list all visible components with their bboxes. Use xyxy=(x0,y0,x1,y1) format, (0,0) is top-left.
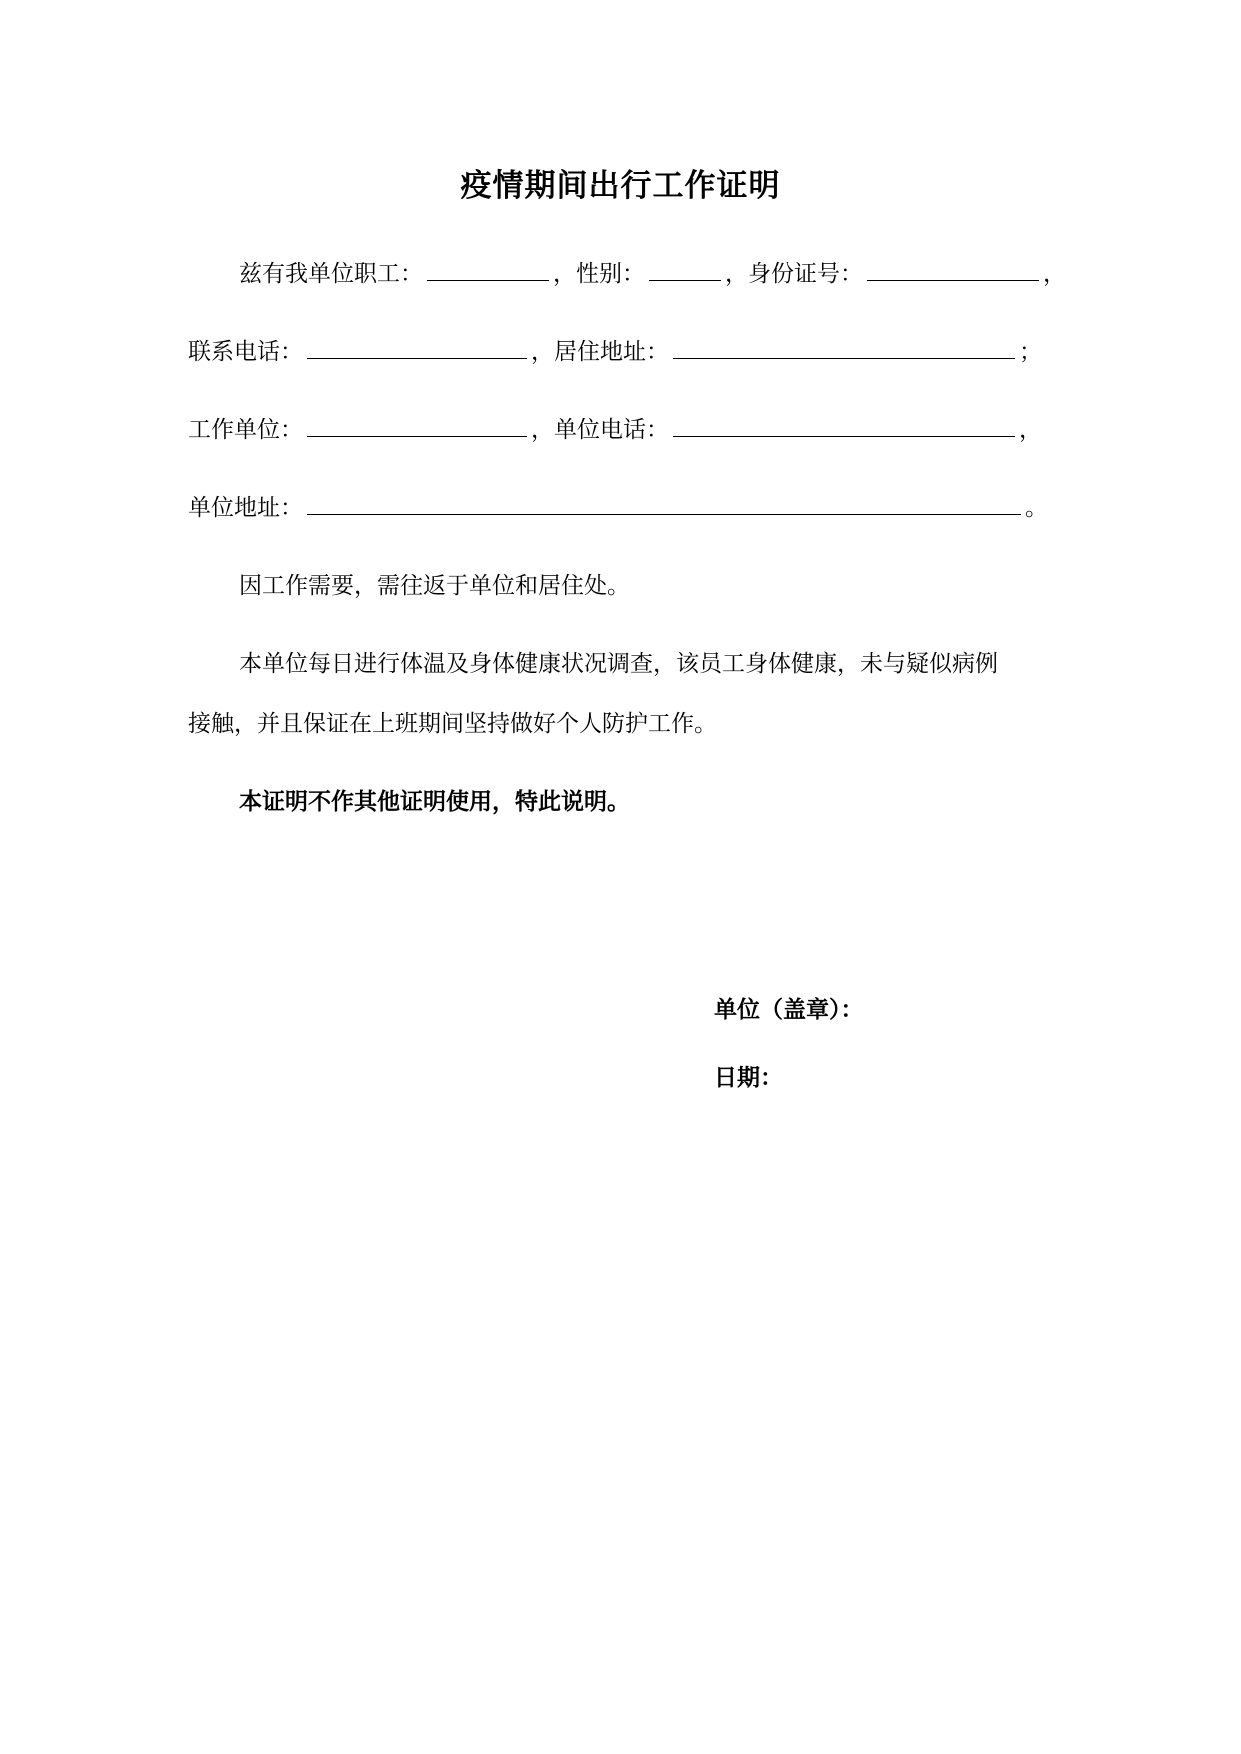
gender-label: ，性别： xyxy=(553,261,645,287)
employee-name-label: 兹有我单位职工： xyxy=(239,261,423,287)
signature-unit-label: 单位（盖章）： xyxy=(714,996,864,1023)
signature-date-label: 日期： xyxy=(714,1064,783,1091)
unit-address-blank[interactable] xyxy=(307,486,1021,515)
unit-phone-label: ，单位电话： xyxy=(531,417,669,443)
id-number-blank[interactable] xyxy=(867,252,1039,281)
employee-info-row xyxy=(239,252,1066,292)
health-paragraph-line2: 接触，并且保证在上班期间坚持做好个人防护工作。 xyxy=(188,711,717,737)
reason-paragraph: 因工作需要，需往返于单位和居住处。 xyxy=(239,573,630,599)
id-number-label: ，身份证号： xyxy=(725,261,863,287)
unit-address-row xyxy=(188,486,1048,526)
health-paragraph-line1: 本单位每日进行体温及身体健康状况调查，该员工身体健康，未与疑似病例 xyxy=(239,651,998,677)
gender-blank[interactable] xyxy=(649,252,721,281)
phone-blank[interactable] xyxy=(307,330,527,359)
work-unit-blank[interactable] xyxy=(307,408,527,437)
contact-row xyxy=(188,330,1042,370)
unit-phone-blank[interactable] xyxy=(673,408,1015,437)
document-title: 疫情期间出行工作证明 xyxy=(460,168,781,204)
row4-end-punct: 。 xyxy=(1025,495,1048,521)
row2-end-punct: ； xyxy=(1019,339,1042,365)
phone-label: 联系电话： xyxy=(188,339,303,365)
row1-end-punct: ， xyxy=(1043,261,1066,287)
employee-name-blank[interactable] xyxy=(427,252,549,281)
declaration-paragraph: 本证明不作其他证明使用，特此说明。 xyxy=(239,788,630,815)
work-unit-row xyxy=(188,408,1042,448)
work-unit-label: 工作单位： xyxy=(188,417,303,443)
unit-address-label: 单位地址： xyxy=(188,495,303,521)
row3-end-punct: ， xyxy=(1019,417,1042,443)
home-address-label: ，居住地址： xyxy=(531,339,669,365)
home-address-blank[interactable] xyxy=(673,330,1015,359)
